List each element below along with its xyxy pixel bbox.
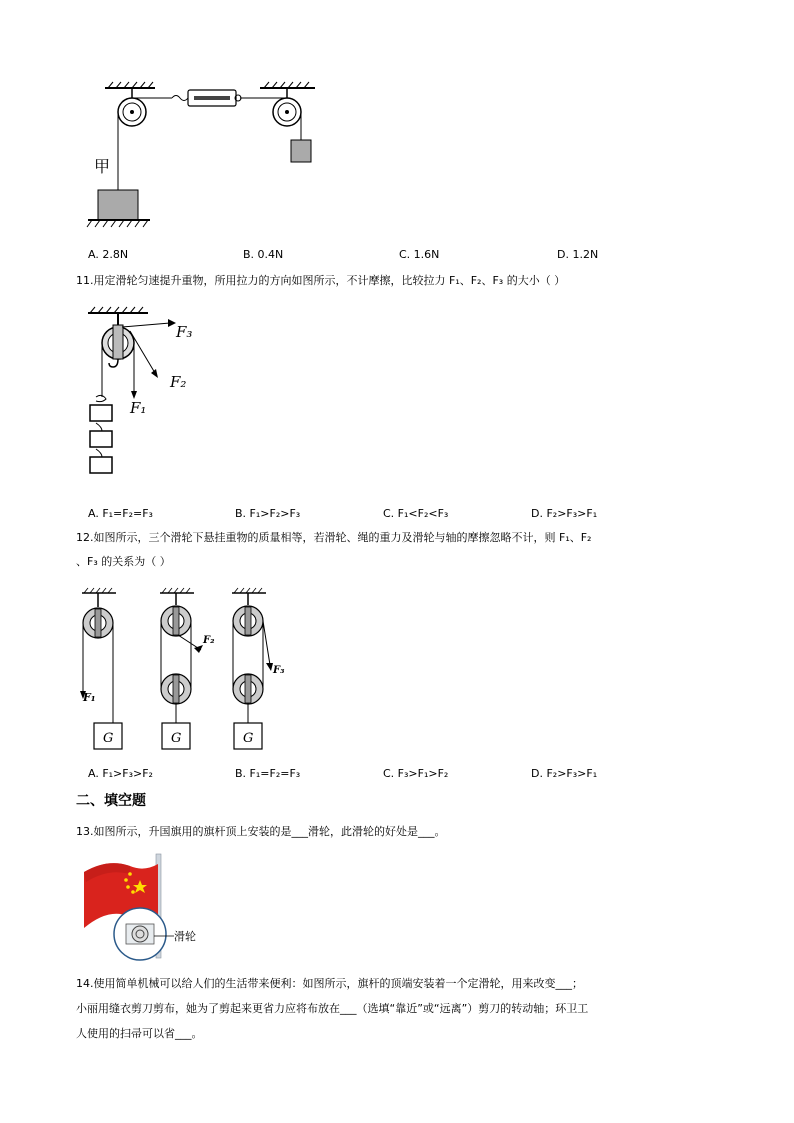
jia-label: 甲 [94,157,111,176]
q12-option-c[interactable]: C. F₃>F₁>F₂ [383,767,449,780]
figure-q11 [80,305,220,485]
q12-f1-label: F₁ [83,691,96,704]
q14-question-line3: 人使用的扫帚可以省___。 [76,1027,203,1040]
figure-q10 [80,80,330,230]
q10-option-c[interactable]: C. 1.6N [399,248,440,261]
f2-label: F₂ [170,373,187,391]
pulley-label: 滑轮 [174,930,196,943]
q14-question-line2: 小丽用缝衣剪刀剪布，她为了剪起来更省力应将布放在___（选填“靠近”或“远离”）剪刀的转动轴；环卫工 [76,1002,589,1015]
q11-option-c[interactable]: C. F₁<F₂<F₃ [383,507,449,520]
q14-question-line1: 14.使用简单机械可以给人们的生活带来便利：如图所示，旗杆的顶端安装着一个定滑轮，用来改变___； [76,977,583,990]
q10-option-a[interactable]: A. 2.8N [88,248,129,261]
q11-option-d[interactable]: D. F₂>F₃>F₁ [531,507,598,520]
q11-option-b[interactable]: B. F₁>F₂>F₃ [235,507,301,520]
q12-option-d[interactable]: D. F₂>F₃>F₁ [531,767,598,780]
q11-option-a[interactable]: A. F₁=F₂=F₃ [88,507,153,520]
figure-q13 [78,852,218,962]
q10-option-d[interactable]: D. 1.2N [557,248,599,261]
f3-label: F₃ [176,323,193,341]
q12-f2-label: F₂ [203,635,215,646]
f1-label: F₁ [130,399,147,417]
q12-question-line1: 12.如图所示，三个滑轮下悬挂重物的质量相等，若滑轮、绳的重力及滑轮与轴的摩擦忽略不计，则 F₁、F₂ [76,531,592,544]
q12-g3-label: G [243,731,254,746]
q11-question: 11.用定滑轮匀速提升重物，所用拉力的方向如图所示，不计摩擦，比较拉力 F₁、F₂、F₃ 的大小（ ） [76,274,566,287]
q12-question-line2: 、F₃ 的关系为（ ） [76,555,171,568]
q10-option-b[interactable]: B. 0.4N [243,248,284,261]
q12-option-b[interactable]: B. F₁=F₂=F₃ [235,767,301,780]
q12-option-a[interactable]: A. F₁>F₃>F₂ [88,767,153,780]
q12-g1-label: G [103,731,114,746]
q13-question: 13.如图所示，升国旗用的旗杆顶上安装的是___滑轮，此滑轮的好处是___。 [76,825,446,838]
section-title: 二、填空题 [76,793,146,809]
figure-q12 [78,585,298,755]
q12-f3-label: F₃ [273,665,285,676]
q12-g2-label: G [171,731,182,746]
